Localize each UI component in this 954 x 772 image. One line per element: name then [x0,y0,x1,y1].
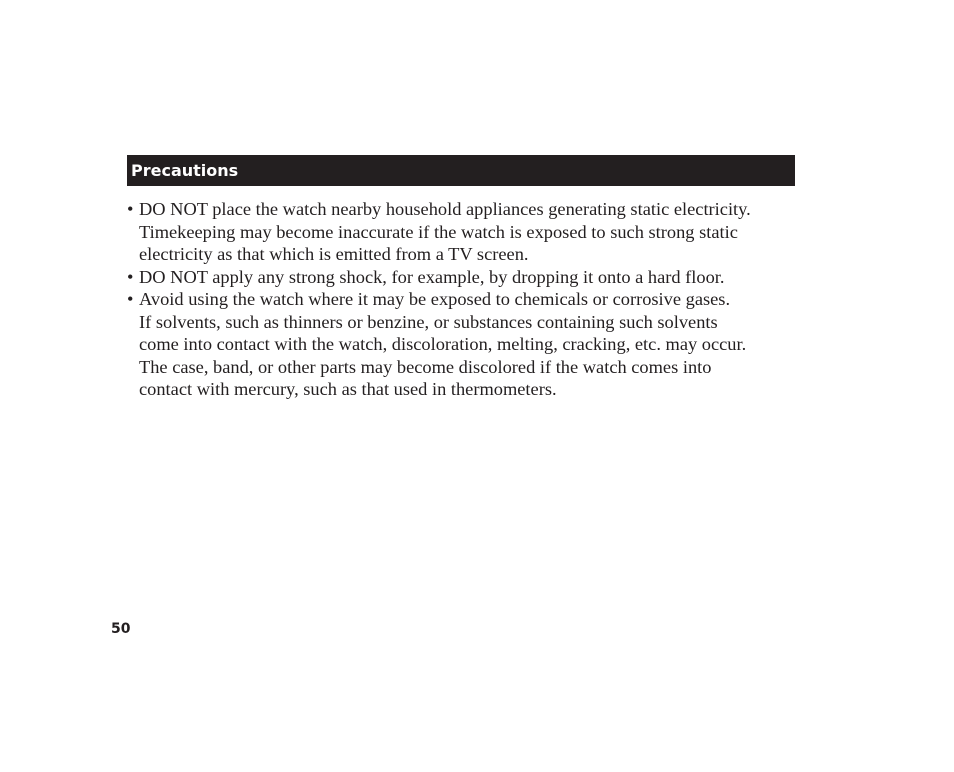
text-line: Timekeeping may become inaccurate if the watch is exposed to such strong static [139,221,738,242]
text-line: DO NOT place the watch nearby household appliances generating static electricity. [139,199,751,219]
bullet-icon: • [127,199,134,219]
bullet-icon: • [127,266,134,287]
list-item [127,198,807,266]
text-line: DO NOT apply any strong shock, for example, by dropping it onto a hard floor. [139,266,725,287]
list-item-text [139,288,807,401]
text-line: electricity as that which is emitted from a TV screen. [139,244,529,264]
text-line: come into contact with the watch, discoloration, melting, cracking, etc. may occur. [139,334,747,354]
bullet-icon: • [127,289,134,309]
list-item [127,288,807,401]
list-item [127,266,807,289]
page-number: 50 [111,621,131,637]
list-item-text [139,198,807,266]
section-title: Precautions [131,161,239,180]
text-line: Avoid using the watch where it may be exposed to chemicals or corrosive gases. [139,289,731,309]
text-line: The case, band, or other parts may become discolored if the watch comes into [139,356,712,377]
list-item-text [139,266,807,289]
text-line: contact with mercury, such as that used in thermometers. [139,379,557,399]
section-header-bar [127,155,795,186]
text-line: If solvents, such as thinners or benzine, or substances containing such solvents [139,311,718,332]
precautions-list [127,198,807,401]
